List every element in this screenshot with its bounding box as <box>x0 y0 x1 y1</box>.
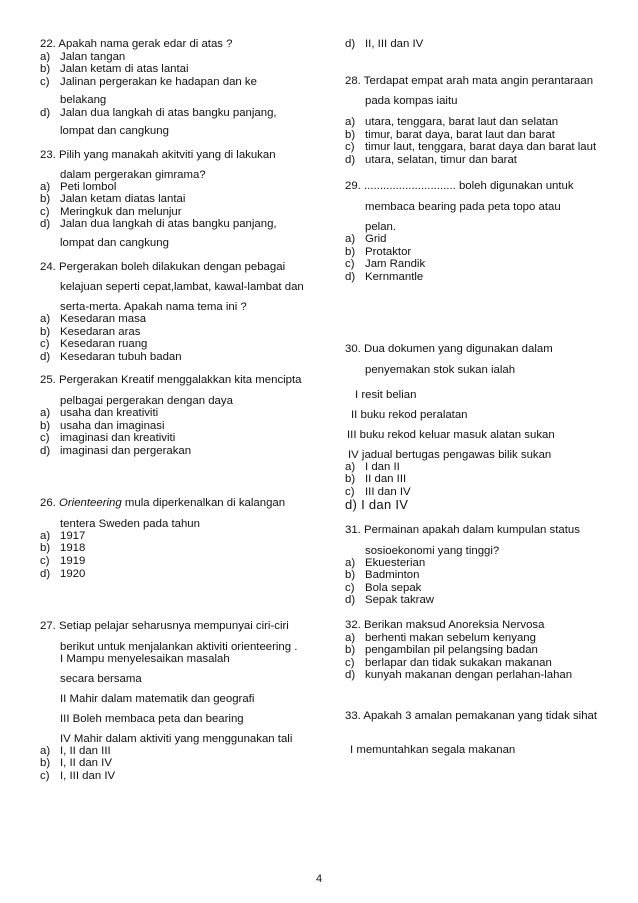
question-stem: 28. Terdapat empat arah mata angin perantaraan <box>345 74 594 87</box>
option-b: b) II dan III <box>345 473 407 486</box>
option-a: a) Ekuesterian <box>345 556 426 569</box>
question-stem: 32. Berikan maksud Anoreksia Nervosa <box>345 619 545 631</box>
option-d: d) Jalan dua langkah di atas bangku panjang, <box>40 218 277 231</box>
option-c: c) Jalinan pergerakan ke hadapan dan ke <box>40 75 257 88</box>
question-stem: 27. Setiap pelajar seharusnya mempunyai ciri-ciri <box>40 620 289 633</box>
option-a: a) Peti lombol <box>40 180 117 193</box>
option-a: a) Jalan tangan <box>40 50 126 63</box>
option-a: a) usaha dan kreativiti <box>40 406 159 419</box>
question-27 <box>40 620 323 782</box>
question-stem-continued: pada kompas iaitu <box>365 95 458 108</box>
option-b: b) pengambilan pil pelangsing badan <box>345 644 538 657</box>
statement-4: IV Mahir dalam aktiviti yang menggunakan tali <box>60 732 293 745</box>
statement-1: I resit belian <box>355 388 417 401</box>
statement-1-continued: secara bersama <box>60 672 142 685</box>
option-d: d) kunyah makanan dengan perlahan-lahan <box>345 669 573 682</box>
question-26 <box>40 497 323 580</box>
question-30 <box>345 343 613 511</box>
question-stem: 25. Pergerakan Kreatif menggalakkan kita mencipta <box>40 374 302 387</box>
option-d: d) 1920 <box>40 567 86 580</box>
question-stem-continued: serta-merta. Apakah nama tema ini ? <box>60 301 247 314</box>
question-22 <box>40 38 323 138</box>
option-d: d) imaginasi dan pergerakan <box>40 444 192 457</box>
option-c: c) berlapar dan tidak sukakan makanan <box>345 656 552 669</box>
option-d: d) Kesedaran tubuh badan <box>40 350 182 363</box>
question-stem-continued: sosioekonomi yang tinggi? <box>365 544 500 557</box>
option-c: c) Jam Randik <box>345 258 426 271</box>
option-a: a) Grid <box>345 232 387 245</box>
option-b: b) timur, barat daya, barat laut dan barat <box>345 128 555 141</box>
left-column <box>40 38 323 782</box>
statement-4: IV jadual bertugas pengawas bilik sukan <box>348 448 552 461</box>
option-c: c) I, III dan IV <box>40 769 116 782</box>
option-c: c) 1919 <box>40 554 86 567</box>
option-c-continued: belakang <box>60 94 107 107</box>
question-stem: 26. Orienteering mula diperkenalkan di kalangan <box>40 497 286 510</box>
option-c: c) III dan IV <box>345 486 411 499</box>
option-a: a) berhenti makan sebelum kenyang <box>345 631 536 644</box>
option-c: c) Bola sepak <box>345 581 422 594</box>
page-number: 4 <box>315 873 323 885</box>
option-d: d) I dan IV <box>345 496 409 512</box>
option-c: c) imaginasi dan kreativiti <box>40 432 176 445</box>
statement-2: II Mahir dalam matematik dan geografi <box>60 692 255 705</box>
question-24 <box>40 261 323 364</box>
question-28 <box>345 75 613 167</box>
question-31 <box>345 524 613 607</box>
option-a: a) 1917 <box>40 529 86 542</box>
question-stem-continued: pelan. <box>365 220 397 233</box>
option-c: c) Kesedaran ruang <box>40 338 148 351</box>
question-stem-continued: tentera Sweden pada tahun <box>60 517 200 530</box>
option-a: a) Kesedaran masa <box>40 313 147 326</box>
option-d-continued: lompat dan cangkung <box>60 125 169 138</box>
option-b: b) Protaktor <box>345 245 412 258</box>
statement-3: III buku rekod keluar masuk alatan sukan <box>347 428 555 441</box>
question-25 <box>40 374 323 457</box>
option-a: a) utara, tenggara, barat laut dan selatan <box>345 116 559 129</box>
right-column <box>345 38 613 756</box>
statement-1: I Mampu menyelesaikan masalah <box>60 652 230 665</box>
question-stem-continued: kelajuan seperti cepat,lambat, kawal-lambat dan <box>60 281 304 294</box>
option-b: b) 1918 <box>40 542 86 555</box>
question-33 <box>345 710 613 757</box>
option-d-continued: lompat dan cangkung <box>60 236 169 249</box>
question-stem: 24. Pergerakan boleh dilakukan dengan pebagai <box>40 260 286 273</box>
option-d: d) Sepak takraw <box>345 594 435 607</box>
option-c: c) Meringkuk dan melunjur <box>40 205 182 218</box>
option-c: c) timur laut, tenggara, barat daya dan barat laut <box>345 141 597 154</box>
option-b: b) usaha dan imaginasi <box>40 419 165 432</box>
question-stem: 23. Pilih yang manakah akitviti yang di lakukan <box>40 149 276 162</box>
question-stem-continued: penyemakan stok sukan ialah <box>365 363 516 376</box>
option-a: a) I, II dan III <box>40 744 111 757</box>
question-stem: 29. ............................. boleh digunakan untuk <box>345 180 574 193</box>
question-stem: 33. Apakah 3 amalan pemakanan yang tidak sihat <box>345 709 598 722</box>
question-23 <box>40 149 323 249</box>
option-b: b) Jalan ketam diatas lantai <box>40 193 186 206</box>
option-d: d) Jalan dua langkah di atas bangku panjang, <box>40 106 277 119</box>
orienteering-term: Orienteering <box>59 497 122 510</box>
question-stem: 22. Apakah nama gerak edar di atas ? <box>40 38 233 50</box>
question-stem: 30. Dua dokumen yang digunakan dalam <box>345 343 553 356</box>
question-29 <box>345 180 613 283</box>
statement-2: II buku rekod peralatan <box>351 408 468 421</box>
question-27-option-d: d) II, III dan IV <box>345 38 424 50</box>
question-stem-continued: berikut untuk menjalankan aktiviti orienteering . <box>60 640 298 653</box>
option-b: b) Jalan ketam di atas lantai <box>40 63 189 76</box>
option-d: d) utara, selatan, timur dan barat <box>345 153 517 166</box>
question-stem: 31. Permainan apakah dalam kumpulan status <box>345 524 580 537</box>
option-d: d) Kernmantle <box>345 270 424 283</box>
question-stem-continued: membaca bearing pada peta topo atau <box>365 200 561 213</box>
option-b: b) Badminton <box>345 569 420 582</box>
question-stem-continued: dalam pergerakan gimrama? <box>60 168 206 181</box>
option-a: a) I dan II <box>345 460 400 473</box>
statement-3: III Boleh membaca peta dan bearing <box>60 712 244 725</box>
statement-1: I memuntahkan segala makanan <box>350 744 516 757</box>
question-stem-continued: pelbagai pergerakan dengan daya <box>60 394 233 407</box>
option-b: b) I, II dan IV <box>40 757 112 770</box>
option-b: b) Kesedaran aras <box>40 325 141 338</box>
question-32 <box>345 619 613 682</box>
